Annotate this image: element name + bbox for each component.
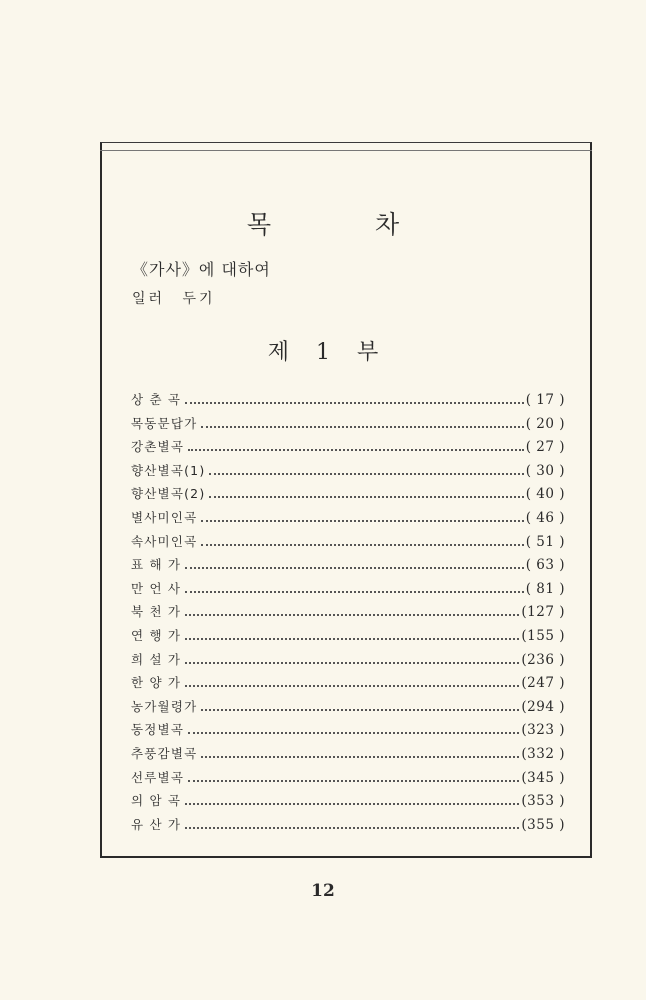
toc-entry (131, 813, 565, 837)
toc-leader-dots (209, 496, 523, 498)
toc-leader-dots (201, 544, 523, 546)
toc-entry-title: 목동문답가 (131, 415, 198, 431)
toc-entry (131, 695, 565, 719)
toc-entry-page: ( 27 ) (525, 439, 565, 456)
toc-entry-title: 추풍감별곡 (131, 745, 198, 761)
frame-divider (100, 150, 592, 151)
toc-entry (131, 718, 565, 742)
section-gasa-intro: 《가사》에 대하여 (132, 260, 271, 279)
toc-leader-dots (185, 803, 519, 805)
toc-entry (131, 459, 565, 483)
toc-entry-title: 속사미인곡 (131, 533, 198, 549)
toc-entry (131, 506, 565, 530)
toc-entry (131, 482, 565, 506)
page-number: 12 (311, 881, 335, 901)
part-heading: 제 1 부 (267, 340, 389, 365)
toc-entry-page: (127 ) (521, 604, 565, 621)
toc-entry-title: 별사미인곡 (131, 509, 198, 525)
toc-entry (131, 553, 565, 577)
toc-leader-dots (201, 709, 519, 711)
toc-leader-dots (201, 426, 523, 428)
toc-entry-title: 연 행 가 (131, 627, 182, 643)
toc-entry-title: 북 천 가 (131, 604, 182, 620)
toc-entry-title: 선루별곡 (131, 769, 185, 785)
toc-entry-page: ( 30 ) (525, 462, 565, 479)
toc-entry-title: 한 양 가 (131, 675, 182, 691)
toc-entry-page: (294 ) (521, 698, 565, 715)
toc-entry (131, 789, 565, 813)
toc-entry (131, 742, 565, 766)
toc-entry-page: ( 81 ) (525, 580, 565, 597)
toc-entry-title: 유 산 가 (131, 816, 182, 832)
toc-entry-page: ( 46 ) (525, 509, 565, 526)
toc-leader-dots (209, 473, 523, 475)
toc-entry-title: 향산별곡(2) (131, 486, 206, 502)
toc-entry (131, 577, 565, 601)
page-title: 목 차 (246, 210, 448, 239)
toc-entry-page: (155 ) (521, 627, 565, 644)
toc-leader-dots (201, 520, 523, 522)
toc-leader-dots (185, 685, 519, 687)
toc-entry-page: ( 63 ) (525, 557, 565, 574)
toc-entry (131, 648, 565, 672)
toc-entry-page: (355 ) (521, 816, 565, 833)
toc-leader-dots (185, 827, 519, 829)
toc-entry-title: 농가월령가 (131, 698, 198, 714)
toc-leader-dots (185, 614, 519, 616)
toc-entry (131, 530, 565, 554)
section-notes: 일러 두기 (132, 291, 216, 307)
toc-leader-dots (185, 402, 524, 404)
toc-entry-title: 향산별곡(1) (131, 462, 206, 478)
toc-leader-dots (185, 567, 524, 569)
toc-entry-title: 의 암 곡 (131, 793, 182, 809)
toc-entry (131, 388, 565, 412)
toc-entry (131, 600, 565, 624)
toc-entry-title: 동정별곡 (131, 722, 185, 738)
toc-leader-dots (185, 591, 524, 593)
toc-leader-dots (188, 780, 519, 782)
toc-leader-dots (201, 756, 519, 758)
toc-list (131, 388, 565, 836)
toc-entry-page: (323 ) (521, 722, 565, 739)
toc-entry-page: ( 40 ) (525, 486, 565, 503)
toc-entry-page: (236 ) (521, 651, 565, 668)
toc-entry-title: 만 언 사 (131, 580, 182, 596)
toc-entry-page: (332 ) (521, 745, 565, 762)
toc-entry-page: (247 ) (521, 675, 565, 692)
toc-entry-title: 표 해 가 (131, 557, 182, 573)
toc-leader-dots (188, 732, 519, 734)
toc-leader-dots (188, 449, 524, 451)
toc-entry-page: ( 17 ) (525, 392, 565, 408)
toc-entry-page: (345 ) (521, 769, 565, 786)
toc-leader-dots (185, 662, 519, 664)
toc-entry-page: ( 51 ) (525, 533, 565, 550)
toc-entry (131, 671, 565, 695)
toc-leader-dots (185, 638, 519, 640)
toc-entry-title: 강촌별곡 (131, 439, 185, 455)
toc-entry-page: ( 20 ) (525, 415, 565, 432)
toc-entry-title: 희 설 가 (131, 651, 182, 667)
toc-entry (131, 412, 565, 436)
toc-entry-title: 상 춘 곡 (131, 392, 182, 407)
toc-entry-page: (353 ) (521, 793, 565, 810)
toc-entry (131, 766, 565, 790)
toc-entry (131, 624, 565, 648)
toc-entry (131, 435, 565, 459)
